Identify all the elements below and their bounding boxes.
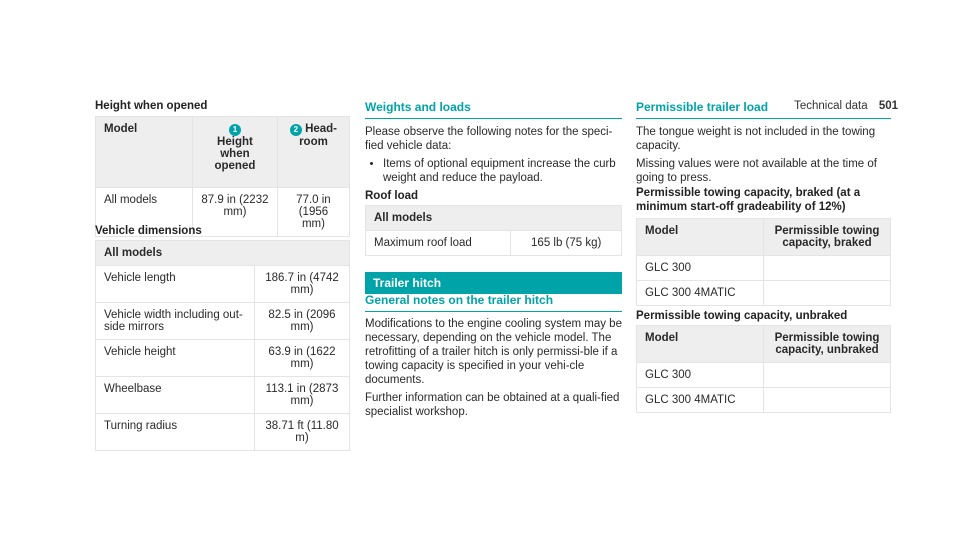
weights-title: Weights and loads: [365, 100, 622, 119]
unbraked-table: [636, 325, 891, 413]
table-row: GLC 300: [637, 256, 891, 281]
height-table: [95, 116, 350, 237]
hitch-title: General notes on the trailer hitch: [365, 293, 622, 312]
table-row: GLC 300 4MATIC: [637, 281, 891, 306]
list-item: • Items of optional equipment increase the curb weight and reduce the payload.: [383, 157, 622, 185]
col-headroom: 2 Head-room: [277, 117, 349, 188]
table-row: Vehicle width including out-side mirrors 82.5 in (2096 mm): [96, 303, 350, 340]
dims-header: All models: [96, 241, 350, 266]
trailer-paragraph-1: The tongue weight is not included in the towing capacity.: [636, 126, 876, 152]
table-row: GLC 300 4MATIC: [637, 388, 891, 413]
row-model: All models: [96, 188, 193, 237]
weights-body: [365, 125, 622, 185]
table-row: GLC 300: [637, 363, 891, 388]
dims-title: Vehicle dimensions: [95, 225, 202, 237]
braked-col-model: Model: [637, 219, 764, 256]
trailer-title: Permissible trailer load: [636, 100, 891, 119]
row-height-value: 87.9 in (2232 mm): [193, 188, 278, 237]
braked-title: Permissible towing capacity, braked (at a minimum start-off gradeability of 12%): [636, 187, 861, 213]
unbraked-col-value: Permissible towing capacity, unbraked: [764, 326, 891, 363]
hitch-body: [365, 317, 622, 423]
roof-label: Maximum roof load: [366, 231, 511, 256]
col-height-when-opened: 1 Height when opened: [193, 117, 278, 188]
badge-2-icon: 2: [290, 124, 302, 136]
hitch-paragraph-1: Modifications to the engine cooling system may be necessary, depending on the vehicle model. The retrofitting of a trailer hitch is only permissi-ble if a towing capacity is specified in your vehi-cle documents.: [365, 318, 622, 386]
roof-header: All models: [366, 206, 622, 231]
row-headroom-value: 77.0 in (1956 mm): [277, 188, 349, 237]
trailer-hitch-banner: Trailer hitch: [365, 272, 622, 294]
table-row: Vehicle length 186.7 in (4742 mm): [96, 266, 350, 303]
roof-title: Roof load: [365, 190, 419, 202]
table-row: Turning radius 38.71 ft (11.80 m): [96, 414, 350, 451]
roof-value: 165 lb (75 kg): [511, 231, 622, 256]
weights-list: [365, 157, 622, 185]
unbraked-title: Permissible towing capacity, unbraked: [636, 310, 848, 322]
weights-intro: Please observe the following notes for the speci-fied vehicle data:: [365, 126, 613, 152]
trailer-paragraph-2: Missing values were not available at the time of going to press.: [636, 158, 877, 184]
badge-1-icon: 1: [229, 124, 241, 136]
unbraked-col-model: Model: [637, 326, 764, 363]
dims-table: [95, 240, 350, 451]
roof-table: [365, 205, 622, 256]
col-model: Model: [96, 117, 193, 188]
page-number: 501: [878, 100, 898, 112]
trailer-body: [636, 125, 891, 189]
table-row: Vehicle height 63.9 in (1622 mm): [96, 340, 350, 377]
section-title: Technical data: [794, 100, 868, 112]
table-row: [366, 231, 622, 256]
height-table-header: [96, 117, 350, 188]
height-title: Height when opened: [95, 100, 208, 112]
hitch-paragraph-2: Further information can be obtained at a quali-fied specialist workshop.: [365, 392, 620, 418]
table-row: Wheelbase 113.1 in (2873 mm): [96, 377, 350, 414]
braked-table: [636, 218, 891, 306]
braked-col-value: Permissible towing capacity, braked: [764, 219, 891, 256]
